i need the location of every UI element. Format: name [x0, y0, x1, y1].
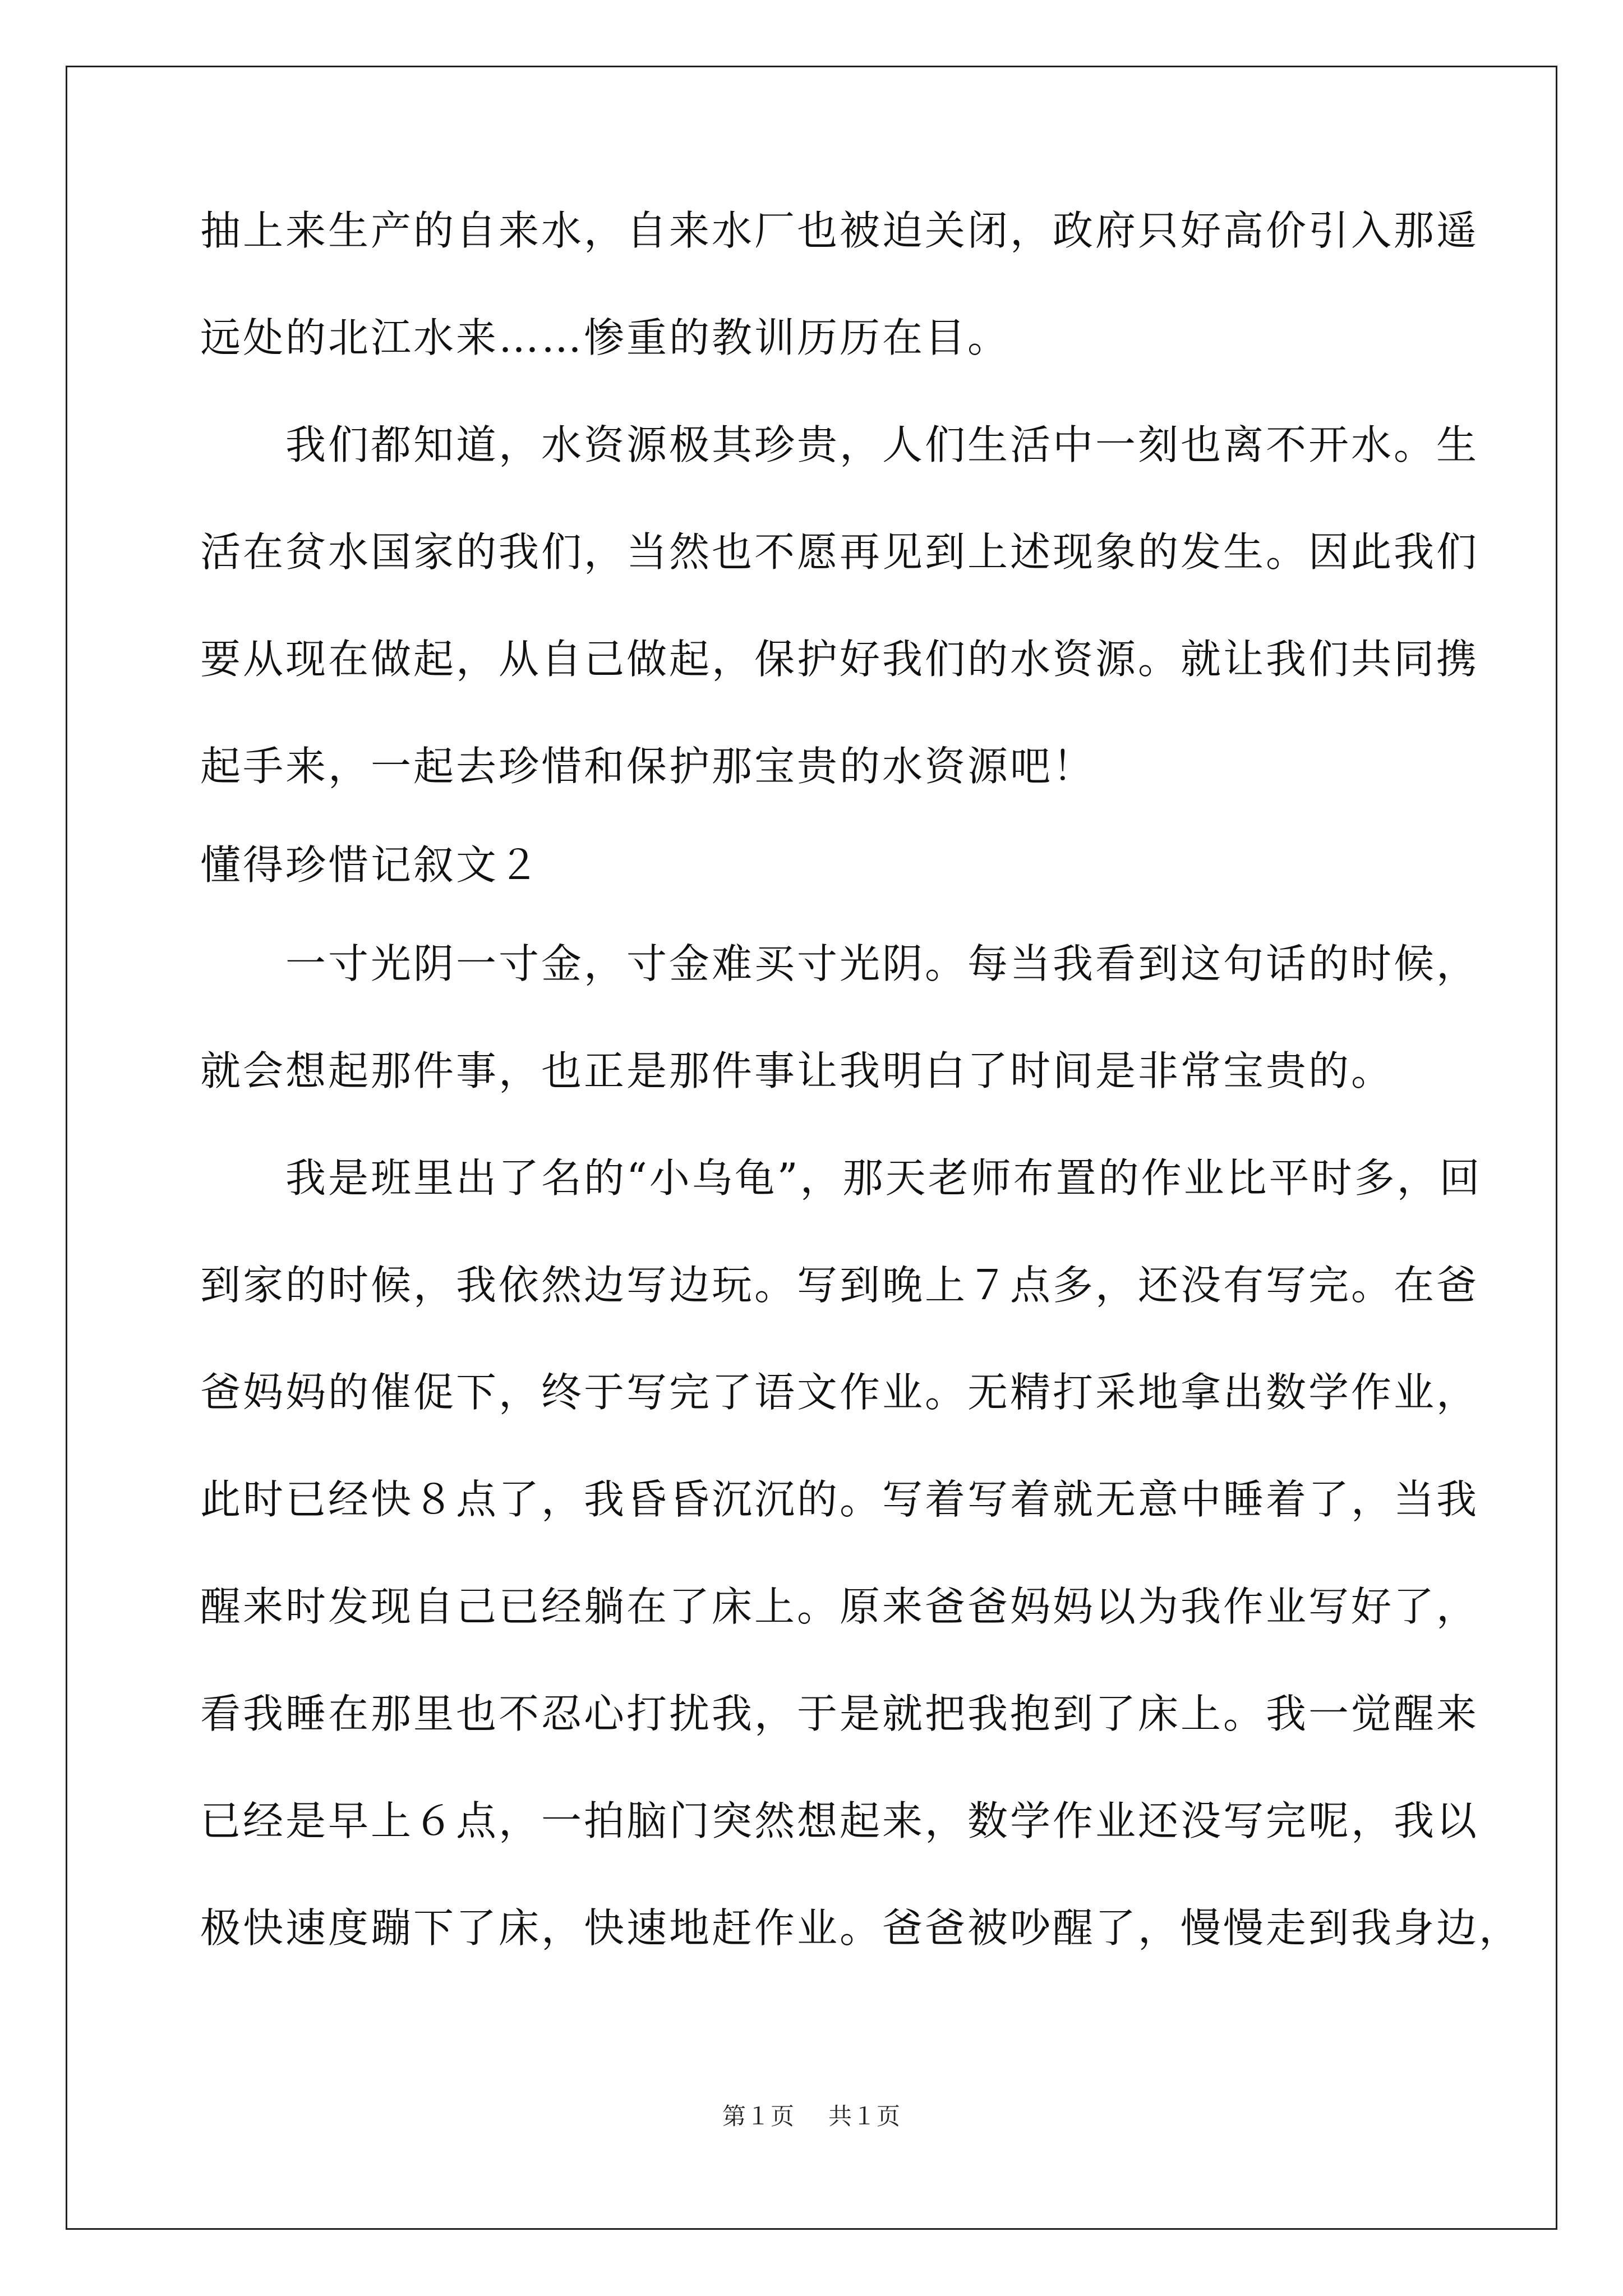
text-line: 爸妈妈的催促下，终于写完了语文作业。无精打采地拿出数学作业，: [200, 1369, 1479, 1416]
text-line: 看我睡在那里也不忍心打扰我，于是就把我抱到了床上。我一觉醒来: [200, 1690, 1479, 1737]
text-line: 已经是早上６点，一拍脑门突然想起来，数学作业还没写完呢，我以: [200, 1797, 1479, 1844]
page-number: 第１页: [722, 2102, 795, 2130]
text-line: 要从现在做起，从自己做起，保护好我们的水资源。就让我们共同携: [200, 636, 1479, 683]
document-body: [200, 207, 1522, 2015]
section-heading: 懂得珍惜记叙文２: [200, 841, 542, 889]
text-line: 就会想起那件事，也正是那件事让我明白了时间是非常宝贵的。: [200, 1047, 1394, 1094]
text-line: 我们都知道，水资源极其珍贵，人们生活中一刻也离不开水。生: [200, 421, 1479, 468]
text-line: 此时已经快８点了，我昏昏沉沉的。写着写着就无意中睡着了，当我: [200, 1476, 1479, 1523]
text-line: 到家的时候，我依然边写边玩。写到晚上７点多，还没有写完。在爸: [200, 1262, 1479, 1309]
page-footer: [0, 2098, 1623, 2132]
text-line: 起手来，一起去珍惜和保护那宝贵的水资源吧！: [200, 743, 1096, 790]
text-line: 一寸光阴一寸金，寸金难买寸光阴。每当我看到这句话的时候，: [200, 940, 1479, 987]
text-line: 我是班里出了名的“小乌龟”，那天老师布置的作业比平时多，回: [200, 1154, 1482, 1202]
page-total: 共１页: [828, 2102, 901, 2130]
text-line: 远处的北江水来……惨重的教训历历在目。: [200, 314, 1011, 361]
text-line: 活在贫水国家的我们，当然也不愿再见到上述现象的发生。因此我们: [200, 528, 1479, 576]
text-line: 醒来时发现自己已经躺在了床上。原来爸爸妈妈以为我作业写好了，: [200, 1583, 1479, 1630]
text-line: 抽上来生产的自来水，自来水厂也被迫关闭，政府只好高价引入那遥: [200, 207, 1479, 254]
text-line: 极快速度蹦下了床，快速地赶作业。爸爸被吵醒了，慢慢走到我身边，: [200, 1904, 1522, 1952]
